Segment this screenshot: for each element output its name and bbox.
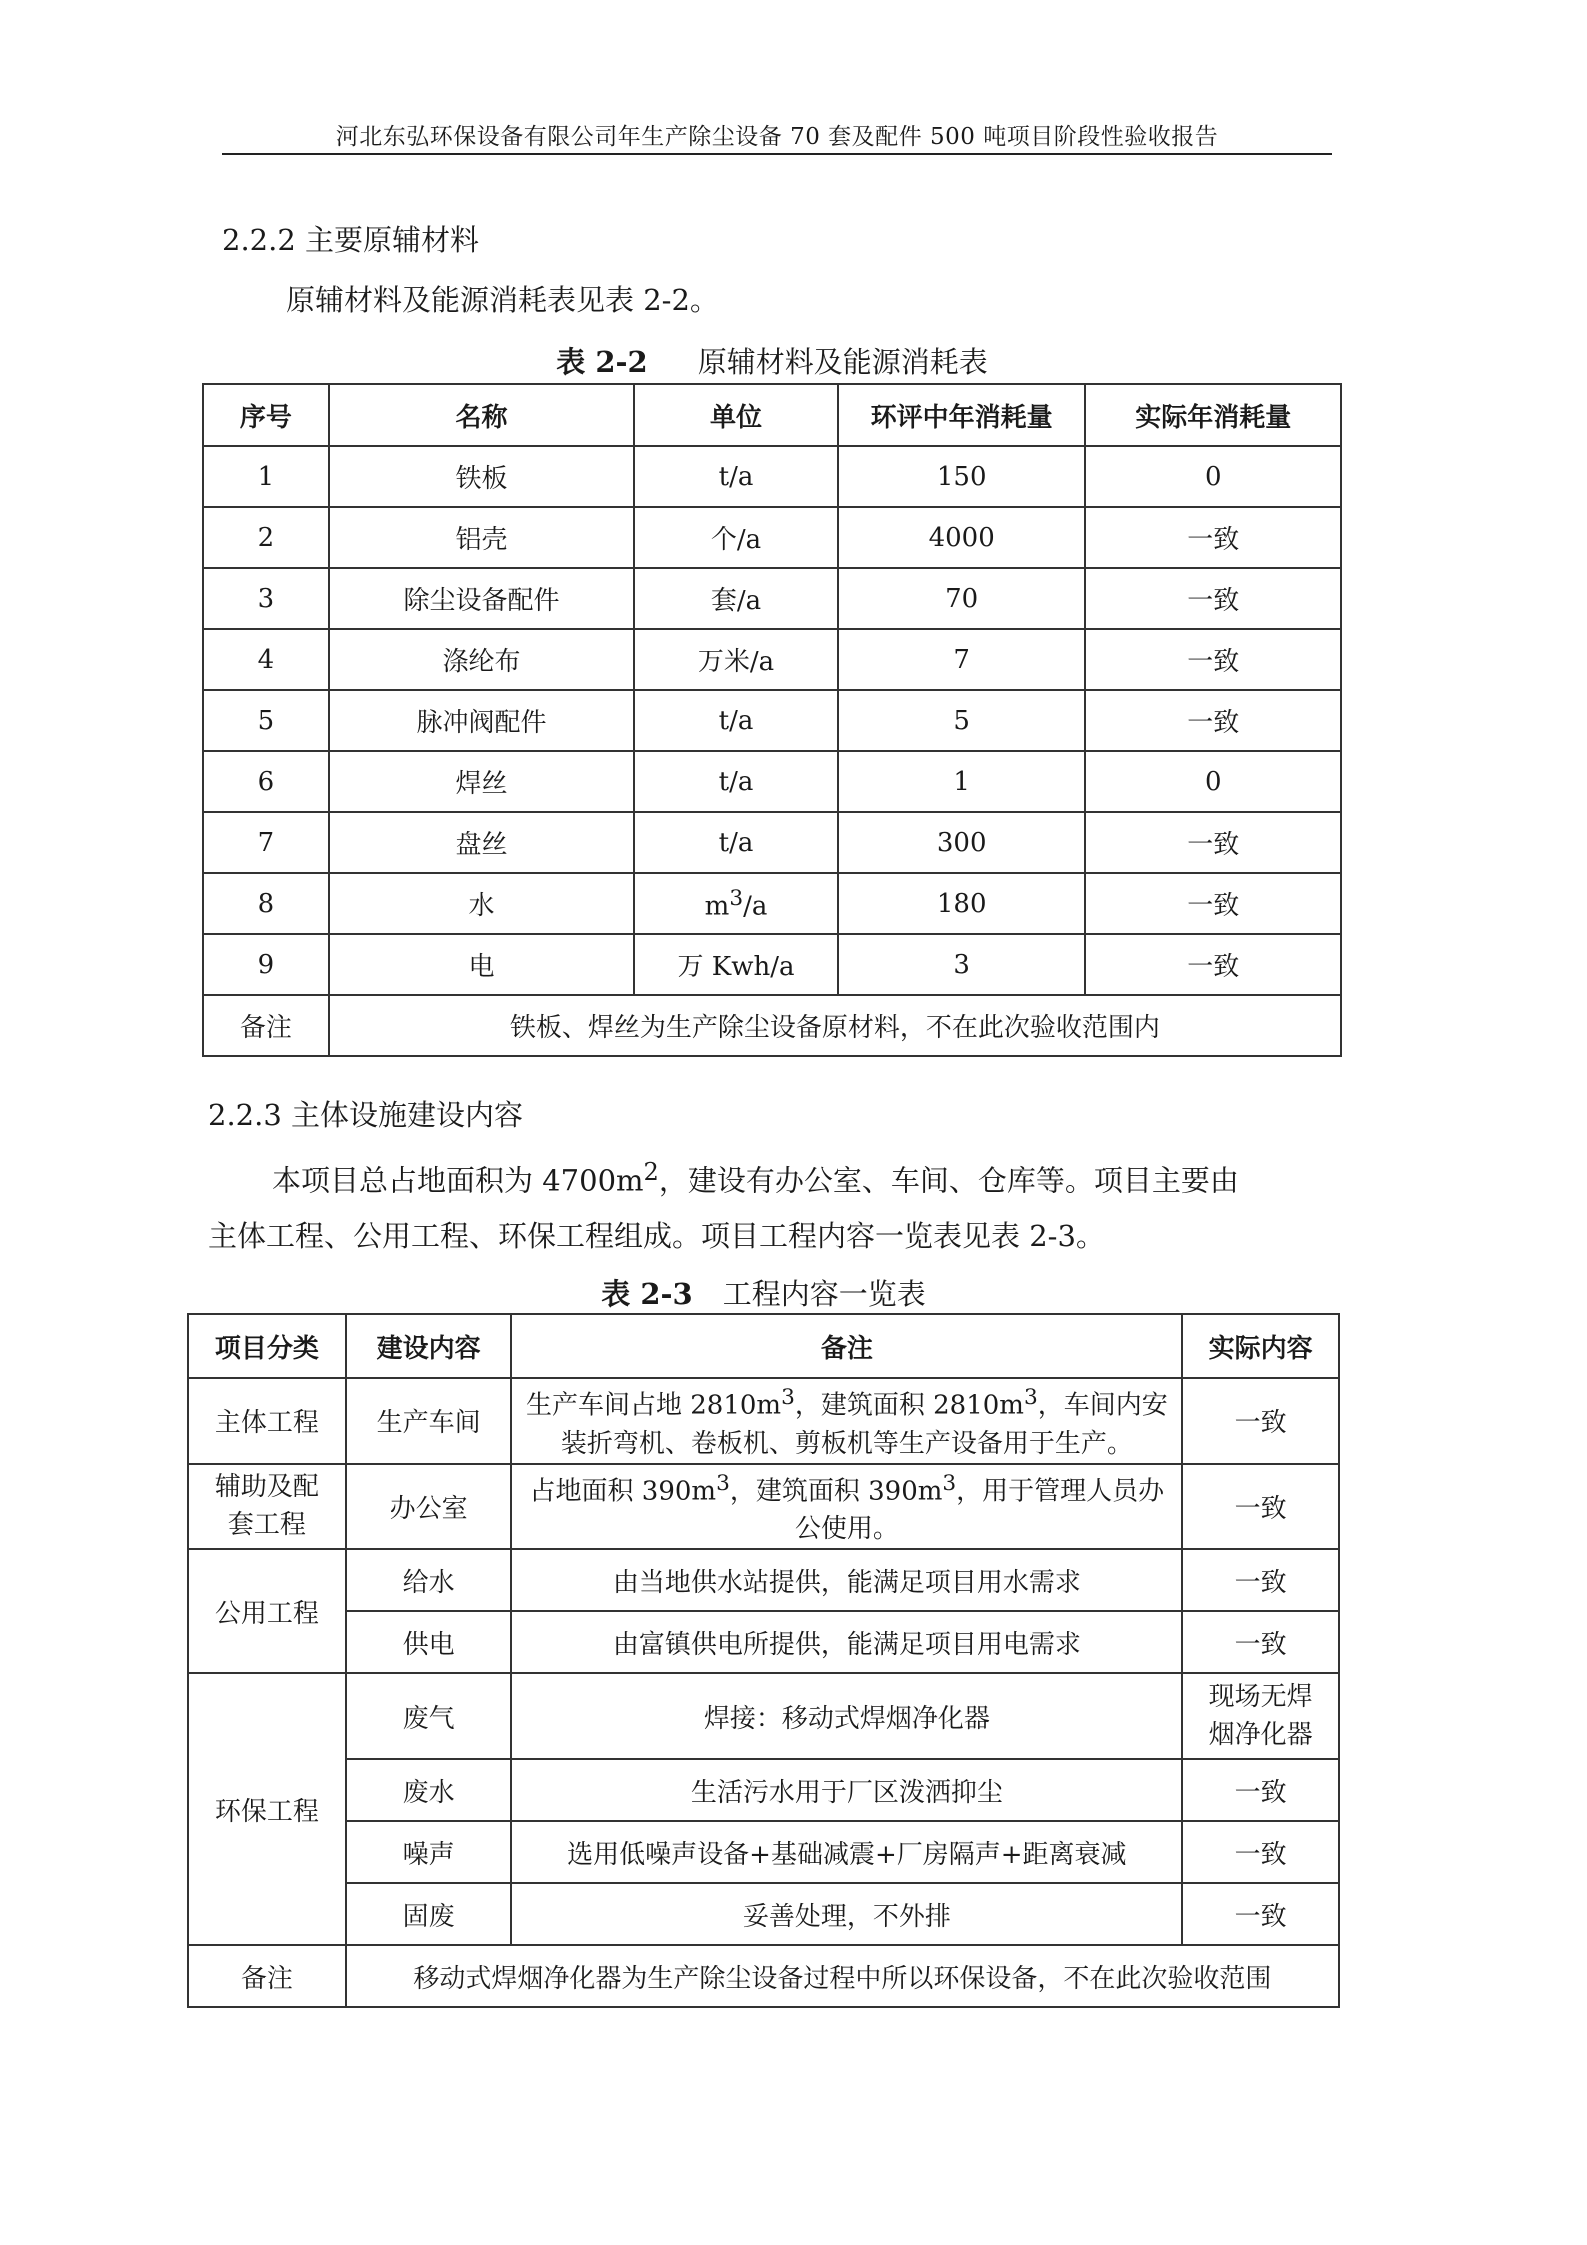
text-run: 本项目总占地面积为 4700m (272, 1163, 644, 1198)
table-2-2-number: 表 2-2 (556, 345, 648, 379)
table-row (188, 1378, 1339, 1464)
table-row (188, 1821, 1339, 1883)
header-cell: 项目分类 (188, 1314, 346, 1378)
content-cell: 噪声 (346, 1821, 512, 1883)
eia-consumption: 7 (838, 629, 1086, 690)
note-cell (511, 1464, 1182, 1550)
content-cell: 给水 (346, 1549, 512, 1611)
text-run: 占地面积 390m (529, 1476, 717, 1507)
actual-consumption: 一致 (1085, 812, 1341, 873)
note-line (520, 1465, 1173, 1511)
actual-consumption: 一致 (1085, 568, 1341, 629)
material-unit: t/a (634, 812, 838, 873)
actual-line: 现场无焊 (1208, 1682, 1313, 1713)
header-cell: 单位 (634, 384, 838, 446)
table-2-3-caption (187, 1272, 1340, 1313)
actual-cell: 一致 (1182, 1378, 1339, 1464)
table-row (188, 1883, 1339, 1945)
eia-consumption: 5 (838, 690, 1086, 751)
note-line: 装折弯机、卷板机、剪板机等生产设备用于生产。 (560, 1428, 1133, 1459)
superscript: 3 (942, 1470, 957, 1496)
actual-line: 烟净化器 (1208, 1720, 1313, 1751)
actual-cell: 一致 (1182, 1821, 1339, 1883)
superscript: 3 (716, 1470, 730, 1496)
section-heading-2-2-3: 2.2.3 主体设施建设内容 (208, 1098, 524, 1132)
unit-superscript: 3 (729, 885, 744, 911)
material-name: 水 (329, 873, 634, 934)
superscript: 2 (643, 1158, 659, 1186)
text-run: ，车间内安 (1037, 1390, 1168, 1421)
superscript: 3 (781, 1385, 795, 1410)
content-cell: 供电 (346, 1611, 512, 1673)
header-cell: 备注 (511, 1314, 1182, 1378)
row-number: 6 (203, 751, 329, 812)
row-number: 9 (203, 934, 329, 995)
table-2-3-number: 表 2-3 (601, 1277, 693, 1311)
note-cell: 由当地供水站提供，能满足项目用水需求 (511, 1549, 1182, 1611)
table-row (203, 629, 1341, 690)
superscript: 3 (1023, 1385, 1038, 1410)
actual-consumption: 0 (1085, 446, 1341, 507)
table-row (188, 1549, 1339, 1611)
table-row (188, 1673, 1339, 1759)
table-row (203, 446, 1341, 507)
actual-cell (1182, 1673, 1339, 1759)
content-cell: 办公室 (346, 1464, 512, 1550)
project-content-table (187, 1313, 1340, 2008)
remark-row (203, 995, 1341, 1056)
row-number: 7 (203, 812, 329, 873)
table-row (203, 568, 1341, 629)
remark-row (188, 1945, 1339, 2007)
table-row (203, 934, 1341, 995)
material-name: 焊丝 (329, 751, 634, 812)
content-cell: 生产车间 (346, 1378, 512, 1464)
table-2-2-caption (202, 340, 1342, 381)
table-2-2-title: 原辅材料及能源消耗表 (697, 345, 988, 379)
actual-consumption: 一致 (1085, 873, 1341, 934)
remark-label: 备注 (203, 995, 329, 1056)
row-number: 1 (203, 446, 329, 507)
category-cell: 环保工程 (188, 1673, 346, 1945)
material-name: 盘丝 (329, 812, 634, 873)
header-cell: 环评中年消耗量 (838, 384, 1086, 446)
materials-consumption-table (202, 383, 1342, 1057)
note-line: 公使用。 (794, 1514, 899, 1545)
actual-consumption: 0 (1085, 751, 1341, 812)
actual-cell: 一致 (1182, 1549, 1339, 1611)
unit-prefix: m (704, 891, 730, 922)
row-number: 2 (203, 507, 329, 568)
row-number: 4 (203, 629, 329, 690)
material-unit: 套/a (634, 568, 838, 629)
material-name: 铁板 (329, 446, 634, 507)
material-unit: 万 Kwh/a (634, 934, 838, 995)
eia-consumption: 3 (838, 934, 1086, 995)
material-unit: t/a (634, 690, 838, 751)
eia-consumption: 180 (838, 873, 1086, 934)
row-number: 5 (203, 690, 329, 751)
remark-text: 移动式焊烟净化器为生产除尘设备过程中所以环保设备，不在此次验收范围 (346, 1945, 1339, 2007)
material-name: 脉冲阀配件 (329, 690, 634, 751)
eia-consumption: 300 (838, 812, 1086, 873)
header-cell: 实际内容 (1182, 1314, 1339, 1378)
remark-text: 铁板、焊丝为生产除尘设备原材料，不在此次验收范围内 (329, 995, 1341, 1056)
row-number: 3 (203, 568, 329, 629)
intro-paragraph-2-2-2: 原辅材料及能源消耗表见表 2-2。 (286, 283, 719, 317)
table-row (203, 873, 1341, 934)
table-row (203, 751, 1341, 812)
actual-consumption: 一致 (1085, 629, 1341, 690)
actual-cell: 一致 (1182, 1759, 1339, 1821)
text-run: ，建筑面积 2810m (794, 1390, 1024, 1421)
material-unit: t/a (634, 446, 838, 507)
actual-cell: 一致 (1182, 1464, 1339, 1550)
table-row (188, 1759, 1339, 1821)
actual-consumption: 一致 (1085, 690, 1341, 751)
note-cell: 选用低噪声设备+基础减震+厂房隔声+距离衰减 (511, 1821, 1182, 1883)
material-unit: t/a (634, 751, 838, 812)
header-cell: 建设内容 (346, 1314, 512, 1378)
header-cell: 实际年消耗量 (1085, 384, 1341, 446)
note-cell: 生活污水用于厂区泼洒抑尘 (511, 1759, 1182, 1821)
table-row (188, 1464, 1339, 1550)
header-cell: 名称 (329, 384, 634, 446)
actual-cell: 一致 (1182, 1611, 1339, 1673)
remark-label: 备注 (188, 1945, 346, 2007)
note-cell: 妥善处理，不外排 (511, 1883, 1182, 1945)
note-line (520, 1379, 1173, 1425)
material-unit: 个/a (634, 507, 838, 568)
eia-consumption: 70 (838, 568, 1086, 629)
actual-cell: 一致 (1182, 1883, 1339, 1945)
eia-consumption: 4000 (838, 507, 1086, 568)
note-cell: 焊接：移动式焊烟净化器 (511, 1673, 1182, 1759)
row-number: 8 (203, 873, 329, 934)
material-unit (634, 873, 838, 934)
category-cell: 主体工程 (188, 1378, 346, 1464)
material-unit: 万米/a (634, 629, 838, 690)
material-name: 铝壳 (329, 507, 634, 568)
category-line: 套工程 (227, 1510, 306, 1541)
material-name: 除尘设备配件 (329, 568, 634, 629)
body-paragraph-line-1 (272, 1140, 1239, 1213)
material-name: 涤纶布 (329, 629, 634, 690)
text-run: ，建筑面积 390m (729, 1476, 943, 1507)
text-run: ，用于管理人员办 (956, 1476, 1165, 1507)
text-run: 生产车间占地 2810m (525, 1390, 782, 1421)
eia-consumption: 150 (838, 446, 1086, 507)
table-row (203, 690, 1341, 751)
table-row (203, 812, 1341, 873)
content-cell: 固废 (346, 1883, 512, 1945)
text-run: ，建设有办公室、车间、仓库等。项目主要由 (658, 1163, 1239, 1198)
section-heading-2-2-2: 2.2.2 主要原辅材料 (222, 223, 480, 257)
header-cell: 序号 (203, 384, 329, 446)
table-row (203, 507, 1341, 568)
eia-consumption: 1 (838, 751, 1086, 812)
note-cell (511, 1378, 1182, 1464)
unit-suffix: /a (743, 891, 768, 922)
category-line: 辅助及配 (214, 1472, 319, 1503)
table-header-row (188, 1314, 1339, 1378)
material-name: 电 (329, 934, 634, 995)
table-2-3-title: 工程内容一览表 (722, 1277, 926, 1311)
actual-consumption: 一致 (1085, 507, 1341, 568)
content-cell: 废气 (346, 1673, 512, 1759)
content-cell: 废水 (346, 1759, 512, 1821)
table-row (188, 1611, 1339, 1673)
header-rule (222, 153, 1332, 155)
category-cell (188, 1464, 346, 1550)
table-header-row (203, 384, 1341, 446)
note-cell: 由富镇供电所提供，能满足项目用电需求 (511, 1611, 1182, 1673)
category-cell: 公用工程 (188, 1549, 346, 1673)
body-paragraph-line-2: 主体工程、公用工程、环保工程组成。项目工程内容一览表见表 2-3。 (208, 1219, 1105, 1253)
actual-consumption: 一致 (1085, 934, 1341, 995)
running-header: 河北东弘环保设备有限公司年生产除尘设备 70 套及配件 500 吨项目阶段性验收报告 (335, 124, 1219, 150)
